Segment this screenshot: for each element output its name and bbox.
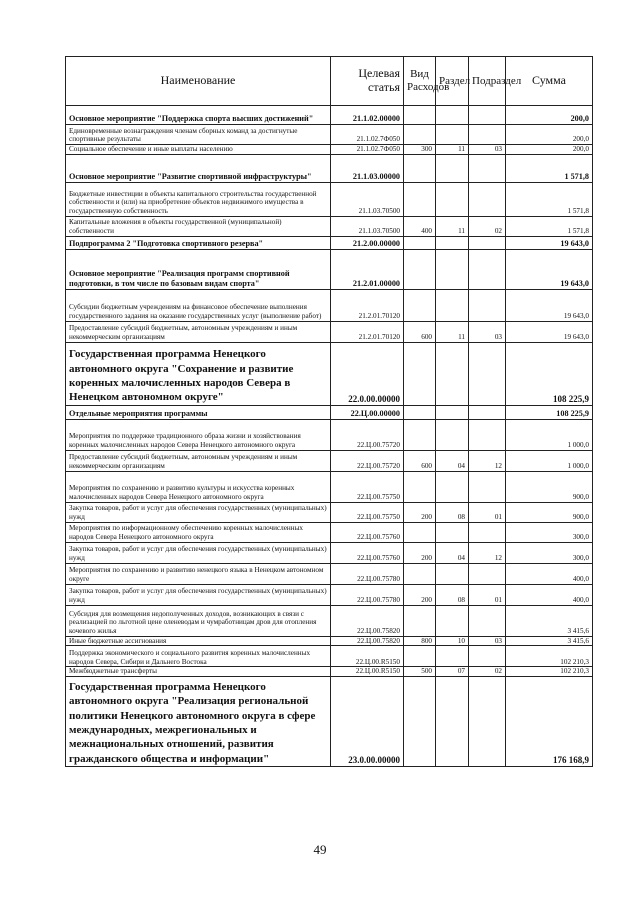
row-section: 07: [436, 667, 469, 677]
row-subsection: [469, 289, 506, 321]
row-sum: 200,0: [506, 125, 593, 145]
row-section: [436, 471, 469, 502]
row-section: [436, 249, 469, 289]
row-name: Субсидия для возмещения недополученных доходов, возникающих в связи с реализацией по льготной цене оленеводам и чумработницам дров для отопления кочевого жилья: [66, 605, 331, 636]
row-name: Единовременные вознаграждения членам сборных команд за достигнутые спортивные результаты: [66, 125, 331, 145]
row-expense-type: [404, 236, 436, 249]
row-target-article: 22.Ц.00.75780: [331, 563, 404, 584]
table-row: [66, 405, 593, 419]
row-target-article: 21.1.02.00000: [331, 106, 404, 125]
row-expense-type: [404, 605, 436, 636]
row-target-article: 22.Ц.00.R5150: [331, 646, 404, 667]
row-sum: 300,0: [506, 542, 593, 563]
row-expense-type: [404, 405, 436, 419]
row-expense-type: 200: [404, 502, 436, 522]
table-row: [66, 522, 593, 542]
row-expense-type: 600: [404, 450, 436, 471]
row-target-article: 21.2.01.00000: [331, 249, 404, 289]
table-row: [66, 502, 593, 522]
row-section: [436, 405, 469, 419]
row-section: [436, 182, 469, 216]
row-section: 08: [436, 502, 469, 522]
header-name: Наименование: [66, 57, 331, 106]
row-target-article: 21.1.02.7Ф050: [331, 125, 404, 145]
table-row: [66, 605, 593, 636]
row-name: Предоставление субсидий бюджетным, автономным учреждениям и иным некоммерческим организациям: [66, 321, 331, 342]
row-name: Основное мероприятие "Развитие спортивной инфраструктуры": [66, 154, 331, 182]
budget-table: [65, 56, 593, 767]
row-target-article: 22.Ц.00.75750: [331, 471, 404, 502]
row-section: [436, 646, 469, 667]
table-row: [66, 182, 593, 216]
row-expense-type: [404, 522, 436, 542]
row-subsection: [469, 236, 506, 249]
table-row: [66, 419, 593, 450]
row-subsection: [469, 249, 506, 289]
table-row: [66, 646, 593, 667]
row-section: [436, 563, 469, 584]
row-subsection: [469, 154, 506, 182]
row-target-article: 22.Ц.00.75760: [331, 522, 404, 542]
row-name: Предоставление субсидий бюджетным, автономным учреждениям и иным некоммерческим организациям: [66, 450, 331, 471]
row-name: Государственная программа Ненецкого автономного округа "Реализация региональной политики Ненецкого автономного округа в сфере международных, межрегиональных и межнациональных отношений, развития гражданского общества и информации": [66, 676, 331, 766]
row-target-article: 22.Ц.00.75760: [331, 542, 404, 563]
row-sum: 19 643,0: [506, 249, 593, 289]
row-name: Социальное обеспечение и иные выплаты населению: [66, 145, 331, 155]
row-expense-type: [404, 342, 436, 405]
row-subsection: [469, 605, 506, 636]
row-target-article: 21.1.03.00000: [331, 154, 404, 182]
table-row: [66, 289, 593, 321]
row-subsection: 03: [469, 321, 506, 342]
row-sum: 1 000,0: [506, 450, 593, 471]
row-expense-type: [404, 125, 436, 145]
row-target-article: 22.0.00.00000: [331, 342, 404, 405]
table-row: [66, 667, 593, 677]
row-subsection: [469, 405, 506, 419]
row-target-article: 21.2.01.70120: [331, 321, 404, 342]
row-target-article: 21.1.02.7Ф050: [331, 145, 404, 155]
row-expense-type: [404, 249, 436, 289]
row-target-article: 22.Ц.00.75820: [331, 605, 404, 636]
row-section: [436, 125, 469, 145]
row-target-article: 21.1.03.70500: [331, 216, 404, 236]
row-sum: 102 210,3: [506, 667, 593, 677]
row-expense-type: [404, 154, 436, 182]
table-body: [66, 106, 593, 767]
row-sum: 900,0: [506, 471, 593, 502]
table-row: [66, 145, 593, 155]
table-row: [66, 471, 593, 502]
row-section: 11: [436, 145, 469, 155]
row-expense-type: 600: [404, 321, 436, 342]
table-row: [66, 125, 593, 145]
row-expense-type: 500: [404, 667, 436, 677]
row-target-article: 22.Ц.00.75780: [331, 584, 404, 605]
table-row: [66, 249, 593, 289]
row-target-article: 22.Ц.00.00000: [331, 405, 404, 419]
row-subsection: [469, 646, 506, 667]
row-name: Закупка товаров, работ и услуг для обеспечения государственных (муниципальных) нужд: [66, 542, 331, 563]
row-sum: 200,0: [506, 145, 593, 155]
table-row: [66, 450, 593, 471]
row-target-article: 22.Ц.00.R5150: [331, 667, 404, 677]
row-expense-type: [404, 563, 436, 584]
row-sum: 200,0: [506, 106, 593, 125]
row-name: Основное мероприятие "Реализация программ спортивной подготовки, в том числе по базовым видам спорта": [66, 249, 331, 289]
row-subsection: [469, 342, 506, 405]
row-name: Закупка товаров, работ и услуг для обеспечения государственных (муниципальных) нужд: [66, 584, 331, 605]
row-expense-type: [404, 289, 436, 321]
row-sum: 3 415,6: [506, 605, 593, 636]
row-section: [436, 289, 469, 321]
row-subsection: [469, 125, 506, 145]
row-expense-type: [404, 646, 436, 667]
header-subsection: Подраздел: [469, 57, 506, 106]
row-expense-type: [404, 419, 436, 450]
row-section: 10: [436, 636, 469, 646]
row-sum: 19 643,0: [506, 321, 593, 342]
row-expense-type: [404, 471, 436, 502]
row-name: Капитальные вложения в объекты государственной (муниципальной) собственности: [66, 216, 331, 236]
header-section: Раздел: [436, 57, 469, 106]
row-expense-type: 200: [404, 542, 436, 563]
page-number: 49: [313, 842, 327, 857]
row-name: Закупка товаров, работ и услуг для обеспечения государственных (муниципальных) нужд: [66, 502, 331, 522]
row-subsection: 03: [469, 636, 506, 646]
row-section: [436, 236, 469, 249]
row-target-article: 22.Ц.00.75720: [331, 450, 404, 471]
row-target-article: 23.0.00.00000: [331, 676, 404, 766]
row-sum: 1 000,0: [506, 419, 593, 450]
row-sum: 102 210,3: [506, 646, 593, 667]
row-sum: 3 415,6: [506, 636, 593, 646]
row-target-article: 21.2.00.00000: [331, 236, 404, 249]
row-sum: 108 225,9: [506, 342, 593, 405]
row-section: [436, 676, 469, 766]
row-name: Подпрограмма 2 "Подготовка спортивного резерва": [66, 236, 331, 249]
row-target-article: 21.1.03.70500: [331, 182, 404, 216]
table-row: [66, 216, 593, 236]
table-row: [66, 236, 593, 249]
row-target-article: 22.Ц.00.75820: [331, 636, 404, 646]
table-row: [66, 321, 593, 342]
row-section: [436, 154, 469, 182]
header-sum: Сумма: [506, 57, 593, 106]
table-row: [66, 342, 593, 405]
row-expense-type: 300: [404, 145, 436, 155]
row-name: Отдельные мероприятия программы: [66, 405, 331, 419]
row-target-article: 22.Ц.00.75720: [331, 419, 404, 450]
row-subsection: [469, 106, 506, 125]
row-target-article: 22.Ц.00.75750: [331, 502, 404, 522]
table-row: [66, 563, 593, 584]
table-row: [66, 584, 593, 605]
row-section: 11: [436, 321, 469, 342]
row-section: [436, 106, 469, 125]
row-subsection: 01: [469, 502, 506, 522]
header-expense-type: Вид Расходов: [404, 57, 436, 106]
row-name: Поддержка экономического и социального развития коренных малочисленных народов Севера, Сибири и Дальнего Востока: [66, 646, 331, 667]
row-expense-type: 800: [404, 636, 436, 646]
row-expense-type: 400: [404, 216, 436, 236]
row-name: Основное мероприятие "Поддержка спорта высших достижений": [66, 106, 331, 125]
row-expense-type: [404, 182, 436, 216]
row-sum: 108 225,9: [506, 405, 593, 419]
header-target-article: Целевая статья: [331, 57, 404, 106]
table-row: [66, 154, 593, 182]
row-section: [436, 342, 469, 405]
row-sum: 1 571,8: [506, 182, 593, 216]
row-name: Мероприятия по поддержке традиционного образа жизни и хозяйствования коренных малочисленных народов Севера Ненецкого автономного округа: [66, 419, 331, 450]
row-subsection: [469, 419, 506, 450]
row-subsection: [469, 471, 506, 502]
row-sum: 300,0: [506, 522, 593, 542]
row-name: Иные бюджетные ассигнования: [66, 636, 331, 646]
row-expense-type: [404, 106, 436, 125]
table-row: [66, 636, 593, 646]
row-name: Субсидии бюджетным учреждениям на финансовое обеспечение выполнения государственного задания на оказание государственных услуг (выполнение работ): [66, 289, 331, 321]
row-section: [436, 419, 469, 450]
row-subsection: [469, 182, 506, 216]
table-header-row: [66, 57, 593, 106]
row-subsection: [469, 676, 506, 766]
row-expense-type: [404, 676, 436, 766]
row-sum: 400,0: [506, 584, 593, 605]
row-section: 04: [436, 450, 469, 471]
row-name: Государственная программа Ненецкого автономного округа "Сохранение и развитие коренных малочисленных народов Севера в Ненецком автономном округе": [66, 342, 331, 405]
row-name: Межбюджетные трансферты: [66, 667, 331, 677]
row-sum: 19 643,0: [506, 236, 593, 249]
row-sum: 19 643,0: [506, 289, 593, 321]
table-row: [66, 676, 593, 766]
row-section: [436, 605, 469, 636]
row-subsection: 01: [469, 584, 506, 605]
row-subsection: [469, 563, 506, 584]
row-subsection: 12: [469, 450, 506, 471]
row-section: [436, 522, 469, 542]
row-subsection: 02: [469, 667, 506, 677]
row-subsection: 03: [469, 145, 506, 155]
row-name: Мероприятия по сохранению и развитию культуры и искусства коренных малочисленных народов Севера Ненецкого автономного округа: [66, 471, 331, 502]
row-name: Мероприятия по сохранению и развитию ненецкого языка в Ненецком автономном округе: [66, 563, 331, 584]
row-name: Бюджетные инвестиции в объекты капитального строительства государственной собственности и (или) на приобретение объектов недвижимого имущества в государственную собственность: [66, 182, 331, 216]
row-subsection: 12: [469, 542, 506, 563]
row-section: 04: [436, 542, 469, 563]
row-expense-type: 200: [404, 584, 436, 605]
row-name: Мероприятия по информационному обеспечению коренных малочисленных народов Севера Ненецкого автономного округа: [66, 522, 331, 542]
row-sum: 400,0: [506, 563, 593, 584]
row-section: 08: [436, 584, 469, 605]
row-sum: 176 168,9: [506, 676, 593, 766]
row-sum: 1 571,8: [506, 216, 593, 236]
row-section: 11: [436, 216, 469, 236]
row-sum: 1 571,8: [506, 154, 593, 182]
row-subsection: [469, 522, 506, 542]
row-sum: 900,0: [506, 502, 593, 522]
row-subsection: 02: [469, 216, 506, 236]
table-row: [66, 542, 593, 563]
table-row: [66, 106, 593, 125]
row-target-article: 21.2.01.70120: [331, 289, 404, 321]
